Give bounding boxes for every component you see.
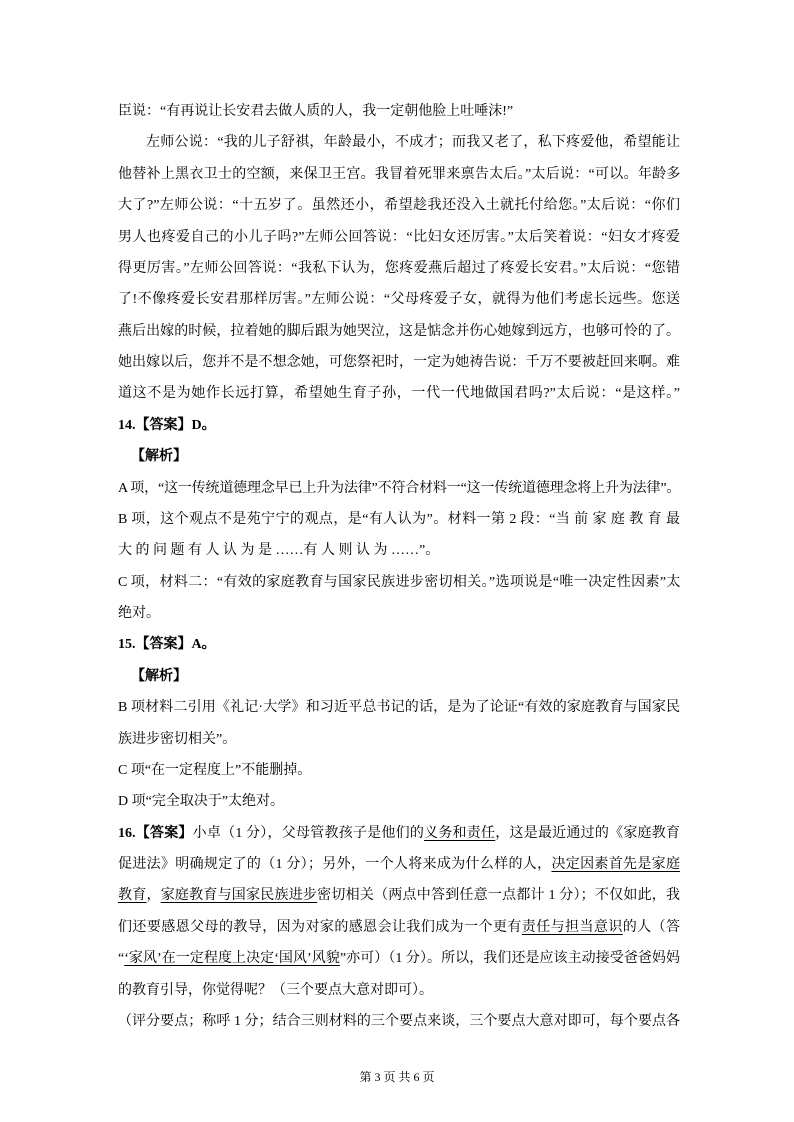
underlined-key-point: ‘家风’在一定程度上决定‘国风’风貌 xyxy=(124,951,340,967)
answer-line xyxy=(118,818,680,849)
analysis-label: 【解析】 xyxy=(131,449,187,465)
scoring-note-line xyxy=(118,1006,680,1037)
answer-heading-16: 16.【答案】 xyxy=(118,825,193,841)
translation-line: 燕后出嫁的时候，拉着她的脚后跟为她哭泣，这是惦念并伤心她嫁到远方，也够可怜的了。 xyxy=(118,323,680,339)
answer-text: 小卓（1 分），父母管教孩子是他们的 xyxy=(192,825,425,841)
page-body xyxy=(118,96,680,1037)
analysis-line: 绝对。 xyxy=(118,606,160,621)
underlined-key-point: 教育 xyxy=(118,888,147,904)
translation-line: 左师公说：“我的儿子舒祺，年龄最小，不成才；而我又老了，私下疼爱他，希望能让 xyxy=(146,135,680,151)
analysis-line: B 项，这个观点不是苑宁宁的观点，是“有人认为”。材料一第 2 段：“当 前 家 庭 教 育 最 xyxy=(118,511,680,527)
translation-line: 他替补上黑衣卫士的空额，来保卫王宫。我冒着死罪来禀告太后。”太后说：“可以。年龄多 xyxy=(118,166,680,182)
answer-text: 的人（答 xyxy=(622,919,681,935)
answer-text: ”亦可）（1 分）。所以，我们还是应该主动接受爸爸妈妈 xyxy=(339,951,680,967)
underlined-key-point: 家庭教育与国家民族进步 xyxy=(160,888,318,904)
answer-text: ， xyxy=(146,888,161,904)
analysis-line: C 项，材料二：“有效的家庭教育与国家民族进步密切相关。”选项说是“唯一决定性因素”太 xyxy=(118,574,680,590)
analysis-line: 族进步密切相关”。 xyxy=(118,731,237,747)
translation-line: 男人也疼爱自己的小儿子吗?”左师公回答说：“比妇女还厉害。”太后笑着说：“妇女才疼爱 xyxy=(118,229,680,245)
translation-line: 得更厉害。”左师公回答说：“我私下认为，您疼爱燕后超过了疼爱长安君。”太后说：“您错 xyxy=(118,260,680,276)
answer-text: （评分要点；称呼 1 分；结合三则材料的三个要点来谈，三个要点大意对即可，每个要点各 xyxy=(118,1013,680,1029)
answer-line xyxy=(118,849,680,880)
analysis-label: 【解析】 xyxy=(131,668,187,684)
answer-heading-15: 15.【答案】A。 xyxy=(118,637,216,653)
translation-line: 臣说：“有再说让长安君去做人质的人，我一定朝他脸上吐唾沫!” xyxy=(118,104,514,119)
underlined-key-point: 责任与担当意识 xyxy=(521,919,623,935)
translation-line: 了!不像疼爱长安君那样厉害。”左师公说：“父母疼爱子女，就得为他们考虑长远些。您送 xyxy=(118,292,680,308)
analysis-line: B 项材料二引用《礼记·大学》和习近平总书记的话，是为了论证“有效的家庭教育与国家民 xyxy=(118,700,680,716)
underlined-key-point: 义务和责任 xyxy=(424,825,496,841)
analysis-line: 大 的 问 题 有 人 认 为 是 ……有 人 则 认 为 ……”。 xyxy=(118,543,440,559)
translation-line: 大了?”左师公说：“十五岁了。虽然还小，希望趁我还没入土就托付给您。”太后说：“你们 xyxy=(118,198,680,214)
answer-line xyxy=(118,975,680,1006)
answer-text: 密切相关（两点中答到任意一点都计 1 分）；不仅如此，我 xyxy=(317,888,681,904)
analysis-line: C 项“在一定程度上”不能删掉。 xyxy=(118,762,312,778)
translation-line: 她出嫁以后，您并不是不想念她，可您祭祀时，一定为她祷告说：千万不要被赶回来啊。难 xyxy=(118,355,680,370)
answer-line xyxy=(118,943,680,974)
page-footer: 第 3 页 共 6 页 xyxy=(359,1070,435,1084)
answer-text: 促进法》明确规定了的（1 分）；另外，一个人将来成为什么样的人， xyxy=(118,857,552,872)
underlined-key-point: 决定因素首先是家庭 xyxy=(551,857,681,872)
answer-text: 的教育引导，你觉得呢？（三个要点大意对即可）。 xyxy=(118,982,433,998)
analysis-line: A 项，“这一传统道德理念早已上升为法律”不符合材料一“这一传统道德理念将上升为法律”。 xyxy=(118,480,680,496)
answer-text: ，这是最近通过的《家庭教育 xyxy=(495,825,681,841)
answer-line xyxy=(118,912,680,943)
answer-text: 们还要感恩父母的教导，因为对家的感恩会让我们成为一个更有 xyxy=(118,919,522,935)
answer-text: “ xyxy=(118,951,125,967)
answer-heading-14: 14.【答案】D。 xyxy=(118,417,216,433)
translation-line: 道这不是为她作长远打算，希望她生育子孙，一代一代地做国君吗?”太后说：“是这样。” xyxy=(118,386,680,402)
analysis-line: D 项“完全取决于”太绝对。 xyxy=(118,794,285,810)
answer-line xyxy=(118,880,680,911)
